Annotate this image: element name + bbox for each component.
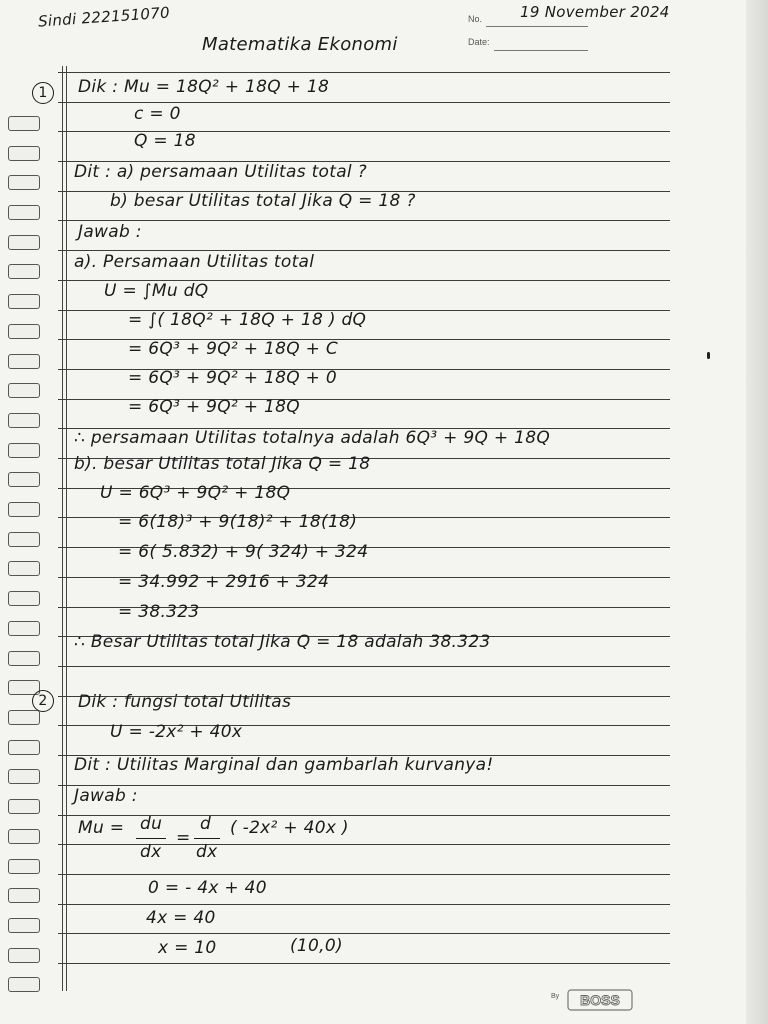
margin-line-inner [66,66,67,991]
q1-a-line1: U = ∫Mu dQ [104,281,209,301]
by-label: By [551,993,560,1000]
binding-hole [8,561,40,576]
page-title: Matematika Ekonomi [202,34,398,55]
binding-hole [8,146,40,161]
q1-a-line3: = 6Q³ + 9Q² + 18Q + C [128,339,339,359]
q2-d: d [200,814,212,834]
q2-dx2: dx [196,842,218,862]
q1-b-line2: = 6(18)³ + 9(18)² + 18(18) [118,512,358,532]
page-edge-shadow [746,0,768,1024]
q1-b-heading: b). besar Utilitas total Jika Q = 18 [74,454,371,474]
binding-hole [8,918,40,933]
ruled-line [58,250,670,251]
q1-b-line3: = 6( 5.832) + 9( 324) + 324 [118,542,369,562]
binding-hole [8,829,40,844]
ruled-line [58,933,670,934]
no-label: No. [468,14,483,24]
binding-hole [8,472,40,487]
date-label: Date: [468,37,490,47]
binding-hole [8,532,40,547]
ruled-line [58,666,670,667]
binding-hole [8,175,40,190]
q1-dit-a: Dit : a) persamaan Utilitas total ? [74,162,367,182]
binding-hole [8,235,40,250]
binding-hole [8,383,40,398]
q1-jawab: Jawab : [78,222,142,242]
q1-b-line4: = 34.992 + 2916 + 324 [118,572,330,592]
binding-hole [8,502,40,517]
q1-a-line4: = 6Q³ + 9Q² + 18Q + 0 [128,368,337,388]
q2-line3: 4x = 40 [146,908,216,928]
q2-jawab: Jawab : [74,786,138,806]
q1-b-conclusion: ∴ Besar Utilitas total Jika Q = 18 adalah 38.323 [74,632,491,652]
binding-hole [8,859,40,874]
boss-logo [567,989,633,1011]
q2-u: U = -2x² + 40x [110,722,243,742]
binding-hole [8,710,40,725]
binding-hole [8,948,40,963]
q1-a-heading: a). Persamaan Utilitas total [74,252,315,272]
margin-line [62,66,63,991]
binding-hole [8,769,40,784]
ruled-line [58,785,670,786]
q2-dit: Dit : Utilitas Marginal dan gambarlah kurvanya! [74,755,494,775]
binding-hole [8,413,40,428]
q1-dit-b: b) besar Utilitas total Jika Q = 18 ? [110,191,416,211]
fraction-bar-2 [194,838,220,839]
q2-du: du [140,814,163,834]
ruled-line [58,220,670,221]
binding-hole [8,205,40,220]
binding-hole [8,294,40,309]
q2-mu-expr: ( -2x² + 40x ) [230,818,349,838]
q2-line4: x = 10 [158,938,217,958]
binding-hole [8,591,40,606]
q2-dx1: dx [140,842,162,862]
ruled-line [58,102,670,103]
q2-point: (10,0) [290,936,343,956]
question-number-2: 2 [32,690,54,712]
question-number-1: 1 [32,82,54,104]
q1-c: c = 0 [134,104,181,124]
ruled-line [58,963,670,964]
binding-hole [8,888,40,903]
binding-hole [8,116,40,131]
binding-hole [8,324,40,339]
q2-eq: = [176,828,191,848]
date-value: 19 November 2024 [520,3,670,21]
q2-mu-prefix: Mu = [78,818,125,838]
binding-hole [8,443,40,458]
q1-dik: Dik : Mu = 18Q² + 18Q + 18 [78,77,330,97]
ruled-line [58,874,670,875]
no-line [486,26,588,27]
q2-line2: 0 = - 4x + 40 [148,878,267,898]
q1-a-line2: = ∫( 18Q² + 18Q + 18 ) dQ [128,310,367,330]
binding-hole [8,621,40,636]
binding-hole [8,264,40,279]
ruled-line [58,904,670,905]
ruled-line [58,72,670,73]
binding-hole [8,740,40,755]
binding-hole [8,977,40,992]
binding-hole [8,651,40,666]
binding-hole [8,799,40,814]
binding-hole [8,354,40,369]
q2-dik: Dik : fungsi total Utilitas [78,692,292,712]
date-line [494,50,588,51]
ink-dot [707,352,710,359]
q1-b-line1: U = 6Q³ + 9Q² + 18Q [100,483,291,503]
student-name: Sindi 222151070 [37,3,171,31]
q1-a-line5: = 6Q³ + 9Q² + 18Q [128,397,300,417]
q1-a-conclusion: ∴ persamaan Utilitas totalnya adalah 6Q³ + 9Q + 18Q [74,428,551,448]
svg-text:BOSS: BOSS [580,992,620,1008]
fraction-bar-1 [136,838,166,839]
q1-q: Q = 18 [134,131,196,151]
q1-b-line5: = 38.323 [118,602,200,622]
